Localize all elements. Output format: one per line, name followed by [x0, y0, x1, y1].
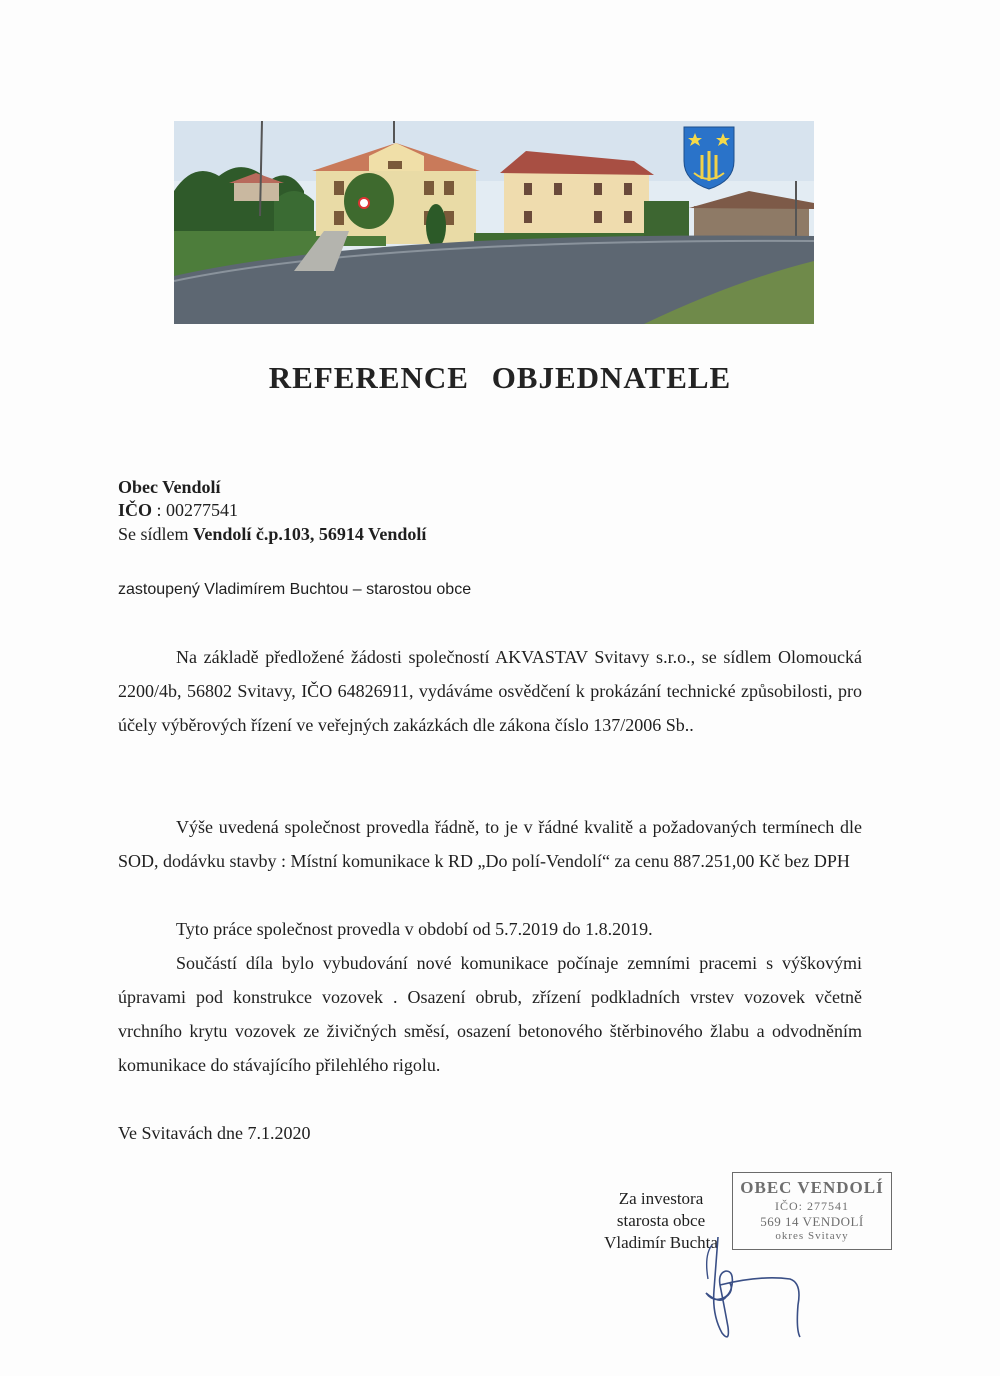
paragraph-scope: Součástí díla bylo vybudování nové komunikace počínaje zemními pracemi s výškovými úpravami pod konstrukce vozovek . Osazení obrub, zřízení podkladních vrstev vozovek včetně vrchního krytu vozovek ze živičných směsí, osazení betonového štěrbinového žlabu a odvodněním komunikace do stávajícího přilehlého rigolu.	[118, 953, 862, 1075]
paragraph-delivery: Výše uvedená společnost provedla řádně, to je v řádné kvalitě a požadovaných termínech dle SOD, dodávku stavby : Místní komunikace k RD „Do polí-Vendolí“ za cenu 887.251,00 Kč bez DPH	[118, 817, 862, 871]
village-street-photo	[174, 121, 814, 324]
seat-prefix: Se sídlem	[118, 524, 189, 544]
ico-label: IČO	[118, 500, 153, 520]
stamp-line-1: OBEC VENDOLÍ	[740, 1178, 884, 1197]
represented-by: zastoupený Vladimírem Buchtou – starostou obce	[118, 581, 472, 598]
paragraph-request: Na základě předložené žádosti společností AKVASTAV Svitavy s.r.o., se sídlem Olomoucká 2200/4b, 56802 Svitavy, IČO 64826911, vydáváme osvědčení k prokázání technické způsobilosti, pro účely výběrových řízení ve veřejných zakázkách dle zákona číslo 137/2006 Sb..	[118, 647, 862, 735]
client-ico	[118, 499, 238, 521]
ico-value: 00277541	[166, 500, 239, 520]
seat-address: Vendolí č.p.103, 56914 Vendolí	[193, 524, 427, 544]
signature-line-3: Vladimír Buchta	[604, 1233, 718, 1252]
paragraph-period: Tyto práce společnost provedla v období od 5.7.2019 do 1.8.2019.	[176, 919, 653, 939]
coat-of-arms-icon	[684, 127, 734, 189]
stamp-line-4: okres Svitavy	[775, 1230, 849, 1242]
client-seat	[118, 523, 426, 545]
stamp-line-3: 569 14 VENDOLÍ	[760, 1214, 864, 1229]
page-title: REFERENCE OBJEDNATELE	[268, 360, 732, 395]
signature-line-1: Za investora	[618, 1189, 704, 1208]
stamp-line-2: IČO: 277541	[775, 1199, 849, 1213]
client-name: Obec Vendolí	[118, 477, 221, 497]
handwritten-signature	[690, 1235, 810, 1345]
signature-line-2: starosta obce	[616, 1211, 706, 1230]
ico-separator: :	[156, 500, 162, 520]
date-line: Ve Svitavách dne 7.1.2020	[118, 1123, 311, 1143]
